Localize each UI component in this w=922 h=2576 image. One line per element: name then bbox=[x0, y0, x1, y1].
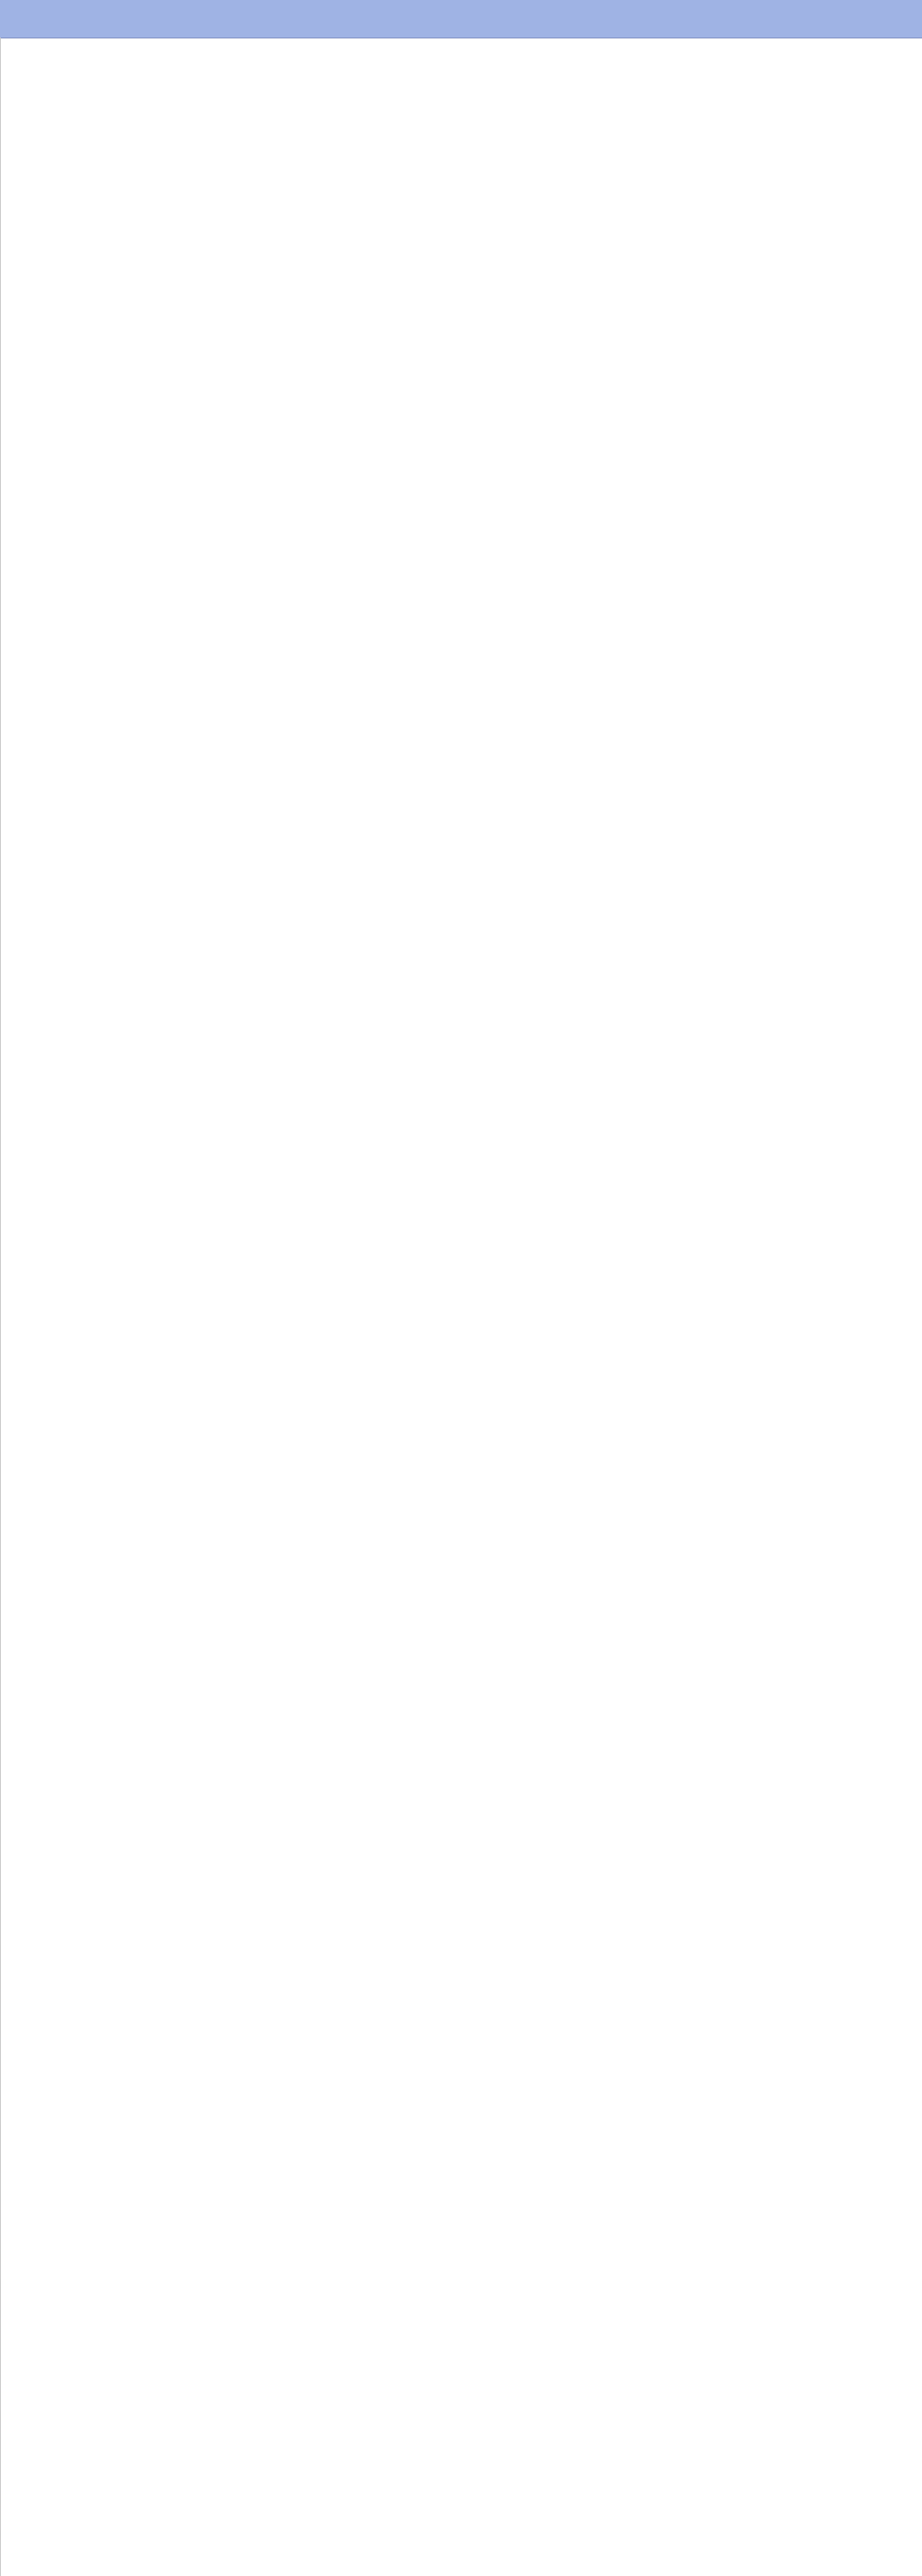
page-title bbox=[0, 0, 922, 38]
table-left-border bbox=[0, 38, 1, 2576]
